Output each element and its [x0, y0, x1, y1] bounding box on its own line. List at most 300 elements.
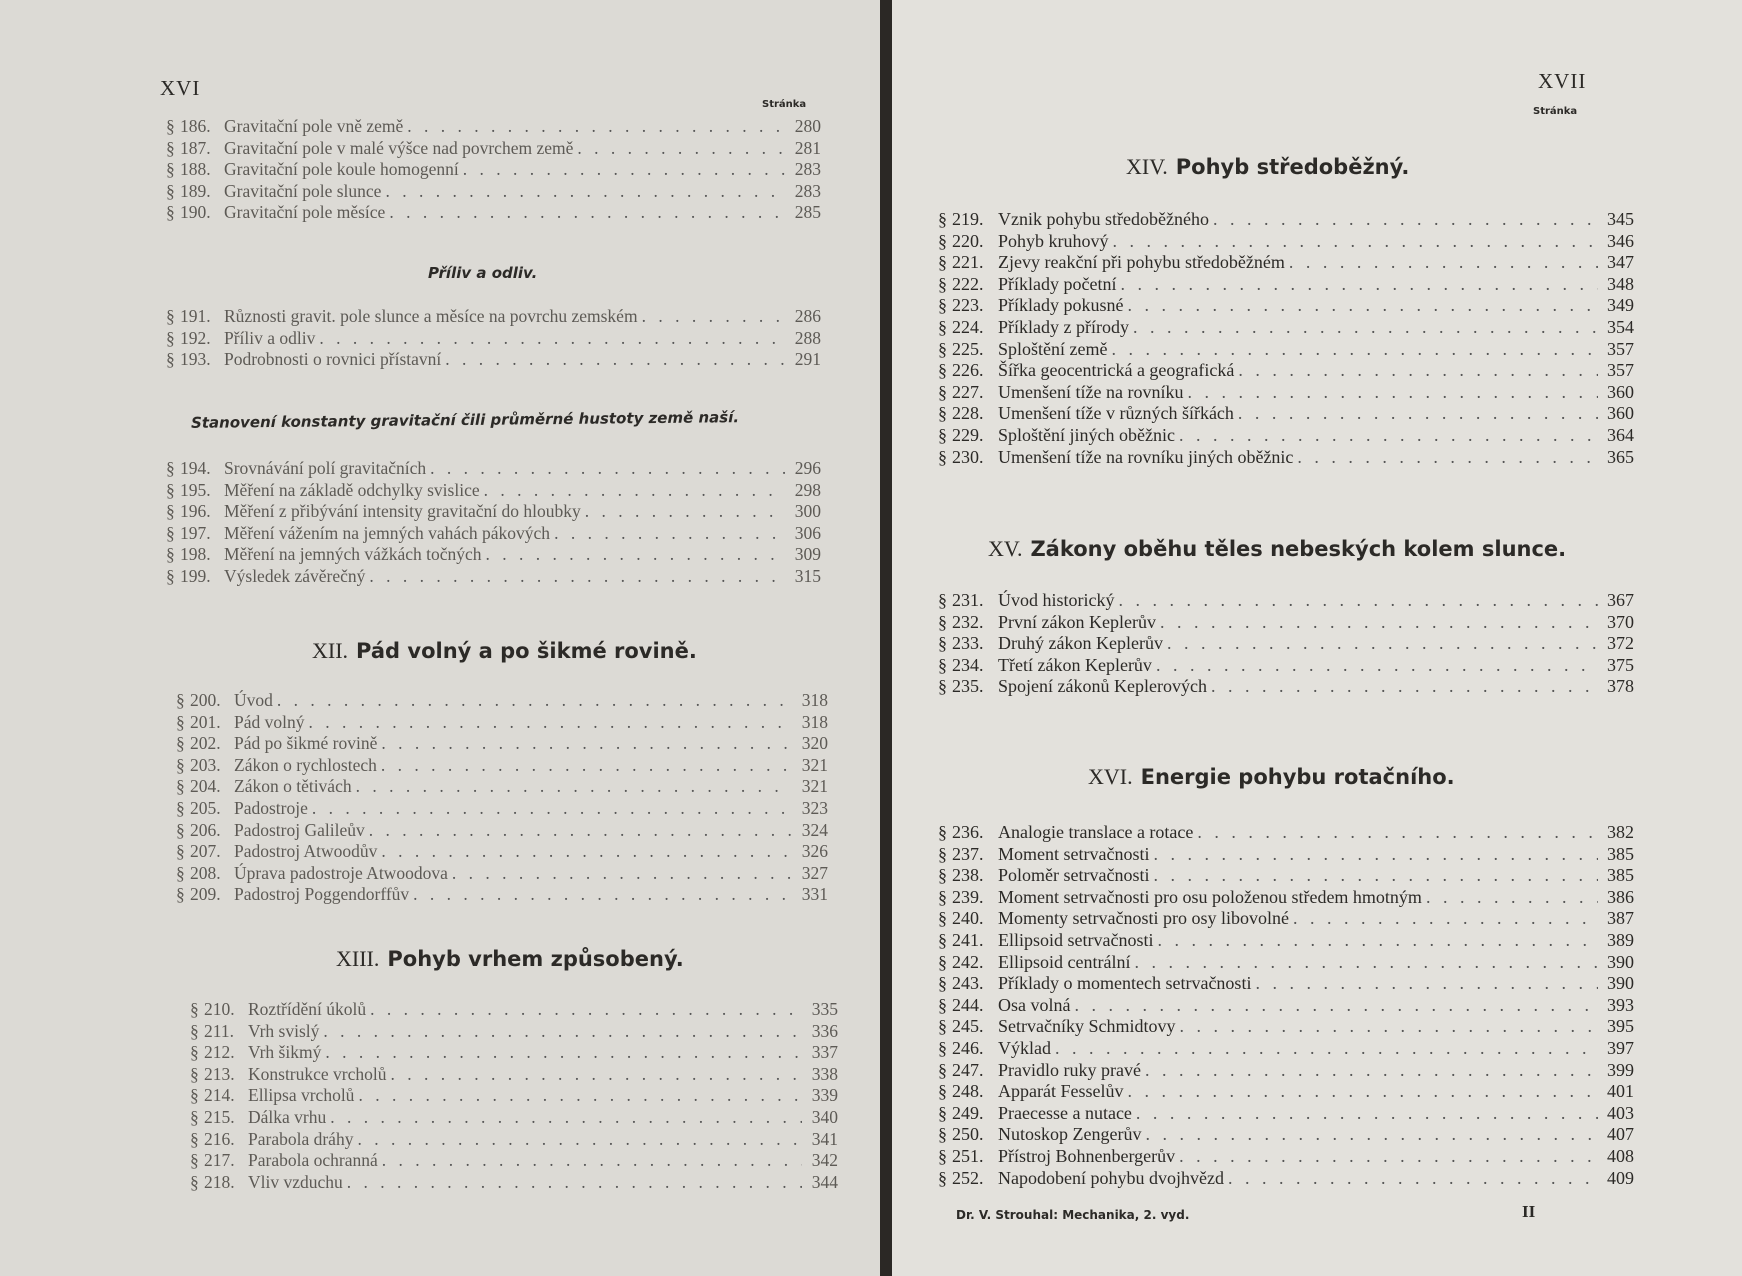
toc-entry: [938, 1060, 1634, 1082]
toc-entry: [938, 317, 1634, 339]
section-symbol: §: [166, 159, 175, 180]
entry-title: Měření z přibývání intensity gravitační do hloubky: [224, 501, 581, 522]
dot-leader: [1297, 447, 1598, 469]
entry-number: 202.: [190, 733, 221, 754]
entry-number: 250.: [952, 1124, 984, 1145]
dot-leader: [1145, 1124, 1598, 1146]
section-symbol: §: [190, 1020, 199, 1041]
entry-page: 378: [1607, 676, 1634, 697]
toc-entry: [166, 501, 821, 523]
section-symbol: §: [938, 316, 947, 337]
entry-page: 309: [794, 544, 821, 565]
section-symbol: §: [166, 522, 175, 543]
entry-title: Šířka geocentrická a geografická: [998, 360, 1235, 381]
chapter-number: XVI.: [1088, 764, 1133, 789]
chapter-title: Pohyb středoběžný.: [1175, 155, 1410, 179]
entry-number: 215.: [204, 1106, 235, 1127]
entry-title: Výsledek závěrečný: [224, 565, 366, 586]
dot-leader: [1289, 252, 1598, 274]
section-symbol: §: [938, 1102, 947, 1123]
entry-title: Moment setrvačnosti: [998, 843, 1150, 864]
entry-title: Pohyb kruhový: [998, 230, 1109, 251]
toc-group: [938, 590, 1634, 698]
dot-leader: [369, 820, 792, 842]
entry-number: 191.: [180, 306, 211, 326]
entry-page: 360: [1607, 381, 1634, 402]
entry-page: 403: [1607, 1102, 1634, 1123]
right-page: [892, 0, 1742, 1276]
section-symbol: §: [166, 116, 175, 136]
page-number: XVII: [1538, 69, 1587, 93]
entry-title: Ellipsoid centrální: [998, 951, 1131, 972]
toc-entry: [938, 231, 1634, 253]
entry-title: Konstrukce vrcholů: [248, 1063, 387, 1084]
toc-entry: [190, 1107, 838, 1129]
section-symbol: §: [938, 1037, 947, 1058]
entry-number: 214.: [204, 1085, 235, 1106]
toc-entry: [938, 425, 1634, 447]
entry-page: 385: [1607, 865, 1634, 886]
entry-page: 318: [801, 711, 828, 732]
toc-entry: [938, 1038, 1634, 1060]
entry-page: 321: [801, 754, 828, 775]
toc-entry: [938, 844, 1634, 866]
entry-page: 367: [1607, 590, 1634, 610]
dot-leader: [452, 863, 792, 885]
dot-leader: [382, 1150, 802, 1172]
entry-title: Umenšení tíže v různých šířkách: [998, 403, 1234, 424]
entry-page: 390: [1607, 951, 1634, 972]
section-symbol: §: [176, 841, 185, 862]
section-symbol: §: [938, 611, 947, 632]
dot-leader: [1113, 231, 1598, 253]
section-heading: Příliv a odliv.: [428, 264, 538, 282]
entry-number: 190.: [180, 202, 211, 223]
entry-page: 320: [801, 733, 828, 754]
section-symbol: §: [176, 797, 185, 818]
chapter-heading: [1126, 154, 1409, 180]
entry-title: Úprava padostroje Atwoodova: [234, 862, 448, 883]
entry-page: 306: [794, 522, 821, 543]
entry-title: Měření na jemných vážkách točných: [224, 544, 482, 565]
entry-page: 283: [794, 180, 821, 201]
entry-number: 205.: [190, 797, 221, 818]
entry-title: Výklad: [998, 1037, 1051, 1058]
entry-number: 194.: [180, 458, 211, 478]
section-symbol: §: [938, 886, 947, 907]
section-symbol: §: [938, 1016, 947, 1037]
signature-mark: II: [1522, 1202, 1536, 1221]
entry-page: 375: [1607, 654, 1634, 675]
toc-entry: [176, 820, 828, 842]
dot-leader: [484, 480, 785, 502]
section-symbol: §: [190, 1150, 199, 1171]
toc-entry: [190, 1129, 838, 1151]
dot-leader: [1128, 295, 1599, 317]
dot-leader: [1255, 973, 1598, 995]
entry-number: 233.: [952, 633, 984, 654]
entry-page: 390: [1607, 973, 1634, 994]
entry-number: 222.: [952, 273, 984, 294]
toc-group: [176, 690, 828, 906]
dot-leader: [1133, 317, 1598, 339]
entry-title: Gravitační pole koule homogenní: [224, 159, 459, 180]
entry-page: 407: [1607, 1124, 1634, 1145]
entry-page: 395: [1607, 1016, 1634, 1037]
toc-group: [938, 209, 1634, 468]
section-symbol: §: [938, 994, 947, 1015]
dot-leader: [1160, 612, 1598, 634]
toc-entry: [938, 633, 1634, 655]
entry-number: 193.: [180, 349, 211, 370]
toc-entry: [938, 252, 1634, 274]
section-symbol: §: [938, 273, 947, 294]
dot-leader: [381, 841, 792, 863]
section-symbol: §: [176, 884, 185, 905]
toc-entry: [166, 138, 821, 160]
toc-entry: [938, 1124, 1634, 1146]
entry-number: 234.: [952, 654, 984, 675]
entry-page: 397: [1607, 1037, 1634, 1058]
entry-page: 393: [1607, 994, 1634, 1015]
entry-page: 281: [794, 137, 821, 158]
chapter-heading: [1088, 764, 1455, 790]
entry-title: Pád po šikmé rovině: [234, 733, 378, 754]
entry-number: 244.: [952, 994, 984, 1015]
dot-leader: [391, 1064, 802, 1086]
entry-page: 300: [794, 501, 821, 522]
section-symbol: §: [938, 654, 947, 675]
section-symbol: §: [938, 338, 947, 359]
dot-leader: [319, 328, 785, 350]
entry-title: Měření vážením na jemných vahách pákových: [224, 522, 551, 543]
entry-number: 232.: [952, 611, 984, 632]
entry-title: Zákon o rychlostech: [234, 754, 377, 775]
entry-number: 213.: [204, 1063, 235, 1084]
entry-title: Parabola ochranná: [248, 1150, 378, 1171]
entry-page: 337: [811, 1042, 838, 1063]
entry-page: 324: [801, 819, 828, 840]
dot-leader: [325, 1042, 802, 1064]
dot-leader: [309, 712, 793, 734]
entry-page: 342: [811, 1150, 838, 1171]
entry-page: 286: [794, 306, 821, 326]
section-symbol: §: [938, 865, 947, 886]
entry-page: 336: [811, 1020, 838, 1041]
entry-page: 341: [811, 1128, 838, 1149]
toc-entry: [938, 952, 1634, 974]
toc-entry: [176, 755, 828, 777]
section-symbol: §: [176, 819, 185, 840]
entry-page: 346: [1607, 230, 1634, 251]
chapter-number: XIII.: [336, 946, 380, 971]
toc-group: [166, 116, 821, 224]
entry-title: Vznik pohybu středoběžného: [998, 209, 1209, 229]
toc-entry: [166, 116, 821, 138]
page-number: XVI: [160, 76, 201, 100]
entry-page: 401: [1607, 1081, 1634, 1102]
entry-number: 240.: [952, 908, 984, 929]
entry-number: 212.: [204, 1042, 235, 1063]
dot-leader: [370, 999, 802, 1021]
entry-title: Vrh šikmý: [248, 1042, 322, 1063]
toc-entry: [166, 306, 821, 328]
entry-number: 236.: [952, 822, 984, 842]
entry-page: 280: [794, 116, 821, 136]
entry-number: 198.: [180, 544, 211, 565]
entry-title: Sploštění jiných oběžnic: [998, 424, 1175, 445]
dot-leader: [385, 181, 785, 203]
entry-page: 357: [1607, 338, 1634, 359]
dot-leader: [1293, 908, 1598, 930]
entry-page: 285: [794, 202, 821, 223]
entry-number: 189.: [180, 180, 211, 201]
entry-title: Třetí zákon Keplerův: [998, 654, 1152, 675]
dot-leader: [445, 349, 785, 371]
chapter-number: XV.: [988, 536, 1023, 561]
toc-entry: [938, 447, 1634, 469]
entry-page: 327: [801, 862, 828, 883]
section-symbol: §: [166, 180, 175, 201]
toc-entry: [938, 973, 1634, 995]
entry-number: 228.: [952, 403, 984, 424]
entry-title: Padostroj Galileův: [234, 819, 365, 840]
entry-page: 360: [1607, 403, 1634, 424]
entry-number: 225.: [952, 338, 984, 359]
toc-entry: [190, 1150, 838, 1172]
entry-page: 347: [1607, 252, 1634, 273]
toc-entry: [166, 328, 821, 350]
entry-number: 243.: [952, 973, 984, 994]
dot-leader: [1179, 425, 1598, 447]
section-symbol: §: [166, 137, 175, 158]
dot-leader: [1187, 382, 1598, 404]
entry-page: 382: [1607, 822, 1634, 842]
toc-entry: [176, 798, 828, 820]
entry-title: Spojení zákonů Keplerových: [998, 676, 1207, 697]
toc-entry: [938, 360, 1634, 382]
entry-page: 409: [1607, 1167, 1634, 1188]
entry-title: Různosti gravit. pole slunce a měsíce na povrchu zemském: [224, 306, 638, 326]
entry-title: Gravitační pole slunce: [224, 180, 382, 201]
entry-page: 298: [794, 479, 821, 500]
dot-leader: [1426, 887, 1598, 909]
entry-page: 357: [1607, 360, 1634, 381]
dot-leader: [357, 1129, 802, 1151]
entry-number: 247.: [952, 1059, 984, 1080]
toc-entry: [176, 690, 828, 712]
footer-imprint: Dr. V. Strouhal: Mechanika, 2. vyd.: [956, 1208, 1190, 1222]
toc-entry: [938, 1168, 1634, 1190]
dot-leader: [312, 798, 792, 820]
entry-number: 235.: [952, 676, 984, 697]
section-symbol: §: [938, 381, 947, 402]
toc-entry: [190, 1021, 838, 1043]
entry-title: Podrobnosti o rovnici přístavní: [224, 349, 442, 370]
entry-number: 220.: [952, 230, 984, 251]
dot-leader: [1167, 633, 1598, 655]
entry-number: 229.: [952, 424, 984, 445]
entry-title: Sploštění země: [998, 338, 1108, 359]
toc-entry: [190, 1085, 838, 1107]
dot-leader: [1238, 403, 1598, 425]
entry-title: Zjevy reakční při pohybu středoběžném: [998, 252, 1285, 273]
entry-title: Úvod: [234, 690, 273, 710]
toc-entry: [938, 908, 1634, 930]
dot-leader: [1153, 844, 1598, 866]
section-symbol: §: [938, 929, 947, 950]
toc-entry: [938, 822, 1634, 844]
toc-group: [190, 999, 838, 1193]
section-symbol: §: [938, 209, 947, 229]
section-symbol: §: [938, 1124, 947, 1145]
dot-leader: [642, 306, 785, 328]
entry-title: Gravitační pole měsíce: [224, 202, 386, 223]
entry-title: Přístroj Bohnenbergerův: [998, 1145, 1176, 1166]
entry-title: Momenty setrvačnosti pro osy libovolné: [998, 908, 1289, 929]
entry-number: 221.: [952, 252, 984, 273]
section-symbol: §: [190, 1042, 199, 1063]
entry-page: 331: [801, 884, 828, 905]
entry-page: 338: [811, 1063, 838, 1084]
dot-leader: [277, 690, 792, 712]
dot-leader: [407, 116, 785, 138]
toc-group: [166, 306, 821, 371]
dot-leader: [1134, 952, 1598, 974]
entry-page: 348: [1607, 273, 1634, 294]
dot-leader: [381, 755, 792, 777]
toc-entry: [938, 676, 1634, 698]
dot-leader: [1156, 655, 1598, 677]
entry-number: 238.: [952, 865, 984, 886]
toc-entry: [938, 930, 1634, 952]
entry-title: Analogie translace a rotace: [998, 822, 1194, 842]
dot-leader: [1197, 822, 1598, 844]
entry-title: Vrh svislý: [248, 1020, 320, 1041]
entry-title: Padostroje: [234, 797, 308, 818]
entry-page: 326: [801, 841, 828, 862]
toc-entry: [938, 1081, 1634, 1103]
section-symbol: §: [938, 230, 947, 251]
entry-title: Praecesse a nutace: [998, 1102, 1132, 1123]
entry-title: Druhý zákon Keplerův: [998, 633, 1163, 654]
entry-page: 291: [794, 349, 821, 370]
section-symbol: §: [166, 349, 175, 370]
section-symbol: §: [938, 590, 947, 610]
entry-page: 364: [1607, 424, 1634, 445]
toc-entry: [938, 274, 1634, 296]
entry-number: 230.: [952, 446, 984, 467]
section-symbol: §: [938, 843, 947, 864]
toc-entry: [166, 523, 821, 545]
toc-entry: [190, 999, 838, 1021]
entry-page: 354: [1607, 316, 1634, 337]
entry-page: 365: [1607, 446, 1634, 467]
entry-title: Příklady o momentech setrvačnosti: [998, 973, 1252, 994]
entry-title: Gravitační pole v malé výšce nad povrchem země: [224, 137, 574, 158]
toc-entry: [176, 712, 828, 734]
section-symbol: §: [190, 1085, 199, 1106]
dot-leader: [463, 159, 785, 181]
toc-entry: [938, 1146, 1634, 1168]
chapter-title: Pohyb vrhem způsobený.: [387, 947, 684, 971]
toc-entry: [166, 159, 821, 181]
entry-title: Srovnávání polí gravitačních: [224, 458, 427, 478]
entry-page: 408: [1607, 1145, 1634, 1166]
dot-leader: [1127, 1081, 1598, 1103]
toc-entry: [176, 863, 828, 885]
entry-number: 192.: [180, 327, 211, 348]
dot-leader: [585, 501, 785, 523]
section-symbol: §: [166, 544, 175, 565]
section-symbol: §: [938, 1059, 947, 1080]
entry-number: 219.: [952, 209, 984, 229]
entry-page: 344: [811, 1171, 838, 1192]
section-symbol: §: [938, 252, 947, 273]
section-symbol: §: [938, 360, 947, 381]
section-symbol: §: [190, 1128, 199, 1149]
entry-title: První zákon Keplerův: [998, 611, 1156, 632]
entry-number: 208.: [190, 862, 221, 883]
chapter-number: XIV.: [1126, 154, 1168, 179]
entry-number: 186.: [180, 116, 211, 136]
toc-entry: [938, 865, 1634, 887]
section-symbol: §: [938, 403, 947, 424]
entry-page: 339: [811, 1085, 838, 1106]
section-symbol: §: [190, 1063, 199, 1084]
dot-leader: [389, 202, 785, 224]
entry-title: Roztřídění úkolů: [248, 999, 367, 1019]
toc-entry: [938, 209, 1634, 231]
toc-entry: [938, 295, 1634, 317]
entry-number: 218.: [204, 1171, 235, 1192]
entry-title: Gravitační pole vně země: [224, 116, 404, 136]
toc-entry: [166, 458, 821, 480]
section-symbol: §: [166, 306, 175, 326]
section-symbol: §: [166, 565, 175, 586]
dot-leader: [369, 566, 785, 588]
entry-number: 206.: [190, 819, 221, 840]
dot-leader: [323, 1021, 802, 1043]
entry-page: 283: [794, 159, 821, 180]
entry-title: Vliv vzduchu: [248, 1171, 343, 1192]
entry-page: 340: [811, 1106, 838, 1127]
toc-entry: [938, 655, 1634, 677]
dot-leader: [356, 776, 792, 798]
entry-title: Umenšení tíže na rovníku jiných oběžnic: [998, 446, 1294, 467]
chapter-heading: [988, 536, 1566, 562]
section-symbol: §: [938, 973, 947, 994]
toc-entry: [176, 776, 828, 798]
dot-leader: [381, 733, 792, 755]
section-symbol: §: [938, 633, 947, 654]
dot-leader: [1111, 339, 1598, 361]
entry-number: 248.: [952, 1081, 984, 1102]
entry-page: 335: [811, 999, 838, 1019]
entry-title: Poloměr setrvačnosti: [998, 865, 1150, 886]
toc-entry: [166, 544, 821, 566]
toc-entry: [938, 590, 1634, 612]
dot-leader: [1179, 1016, 1598, 1038]
toc-entry: [190, 1064, 838, 1086]
toc-entry: [176, 733, 828, 755]
dot-leader: [577, 138, 785, 160]
section-symbol: §: [176, 711, 185, 732]
dot-leader: [347, 1172, 802, 1194]
section-symbol: §: [166, 501, 175, 522]
entry-number: 188.: [180, 159, 211, 180]
entry-number: 203.: [190, 754, 221, 775]
